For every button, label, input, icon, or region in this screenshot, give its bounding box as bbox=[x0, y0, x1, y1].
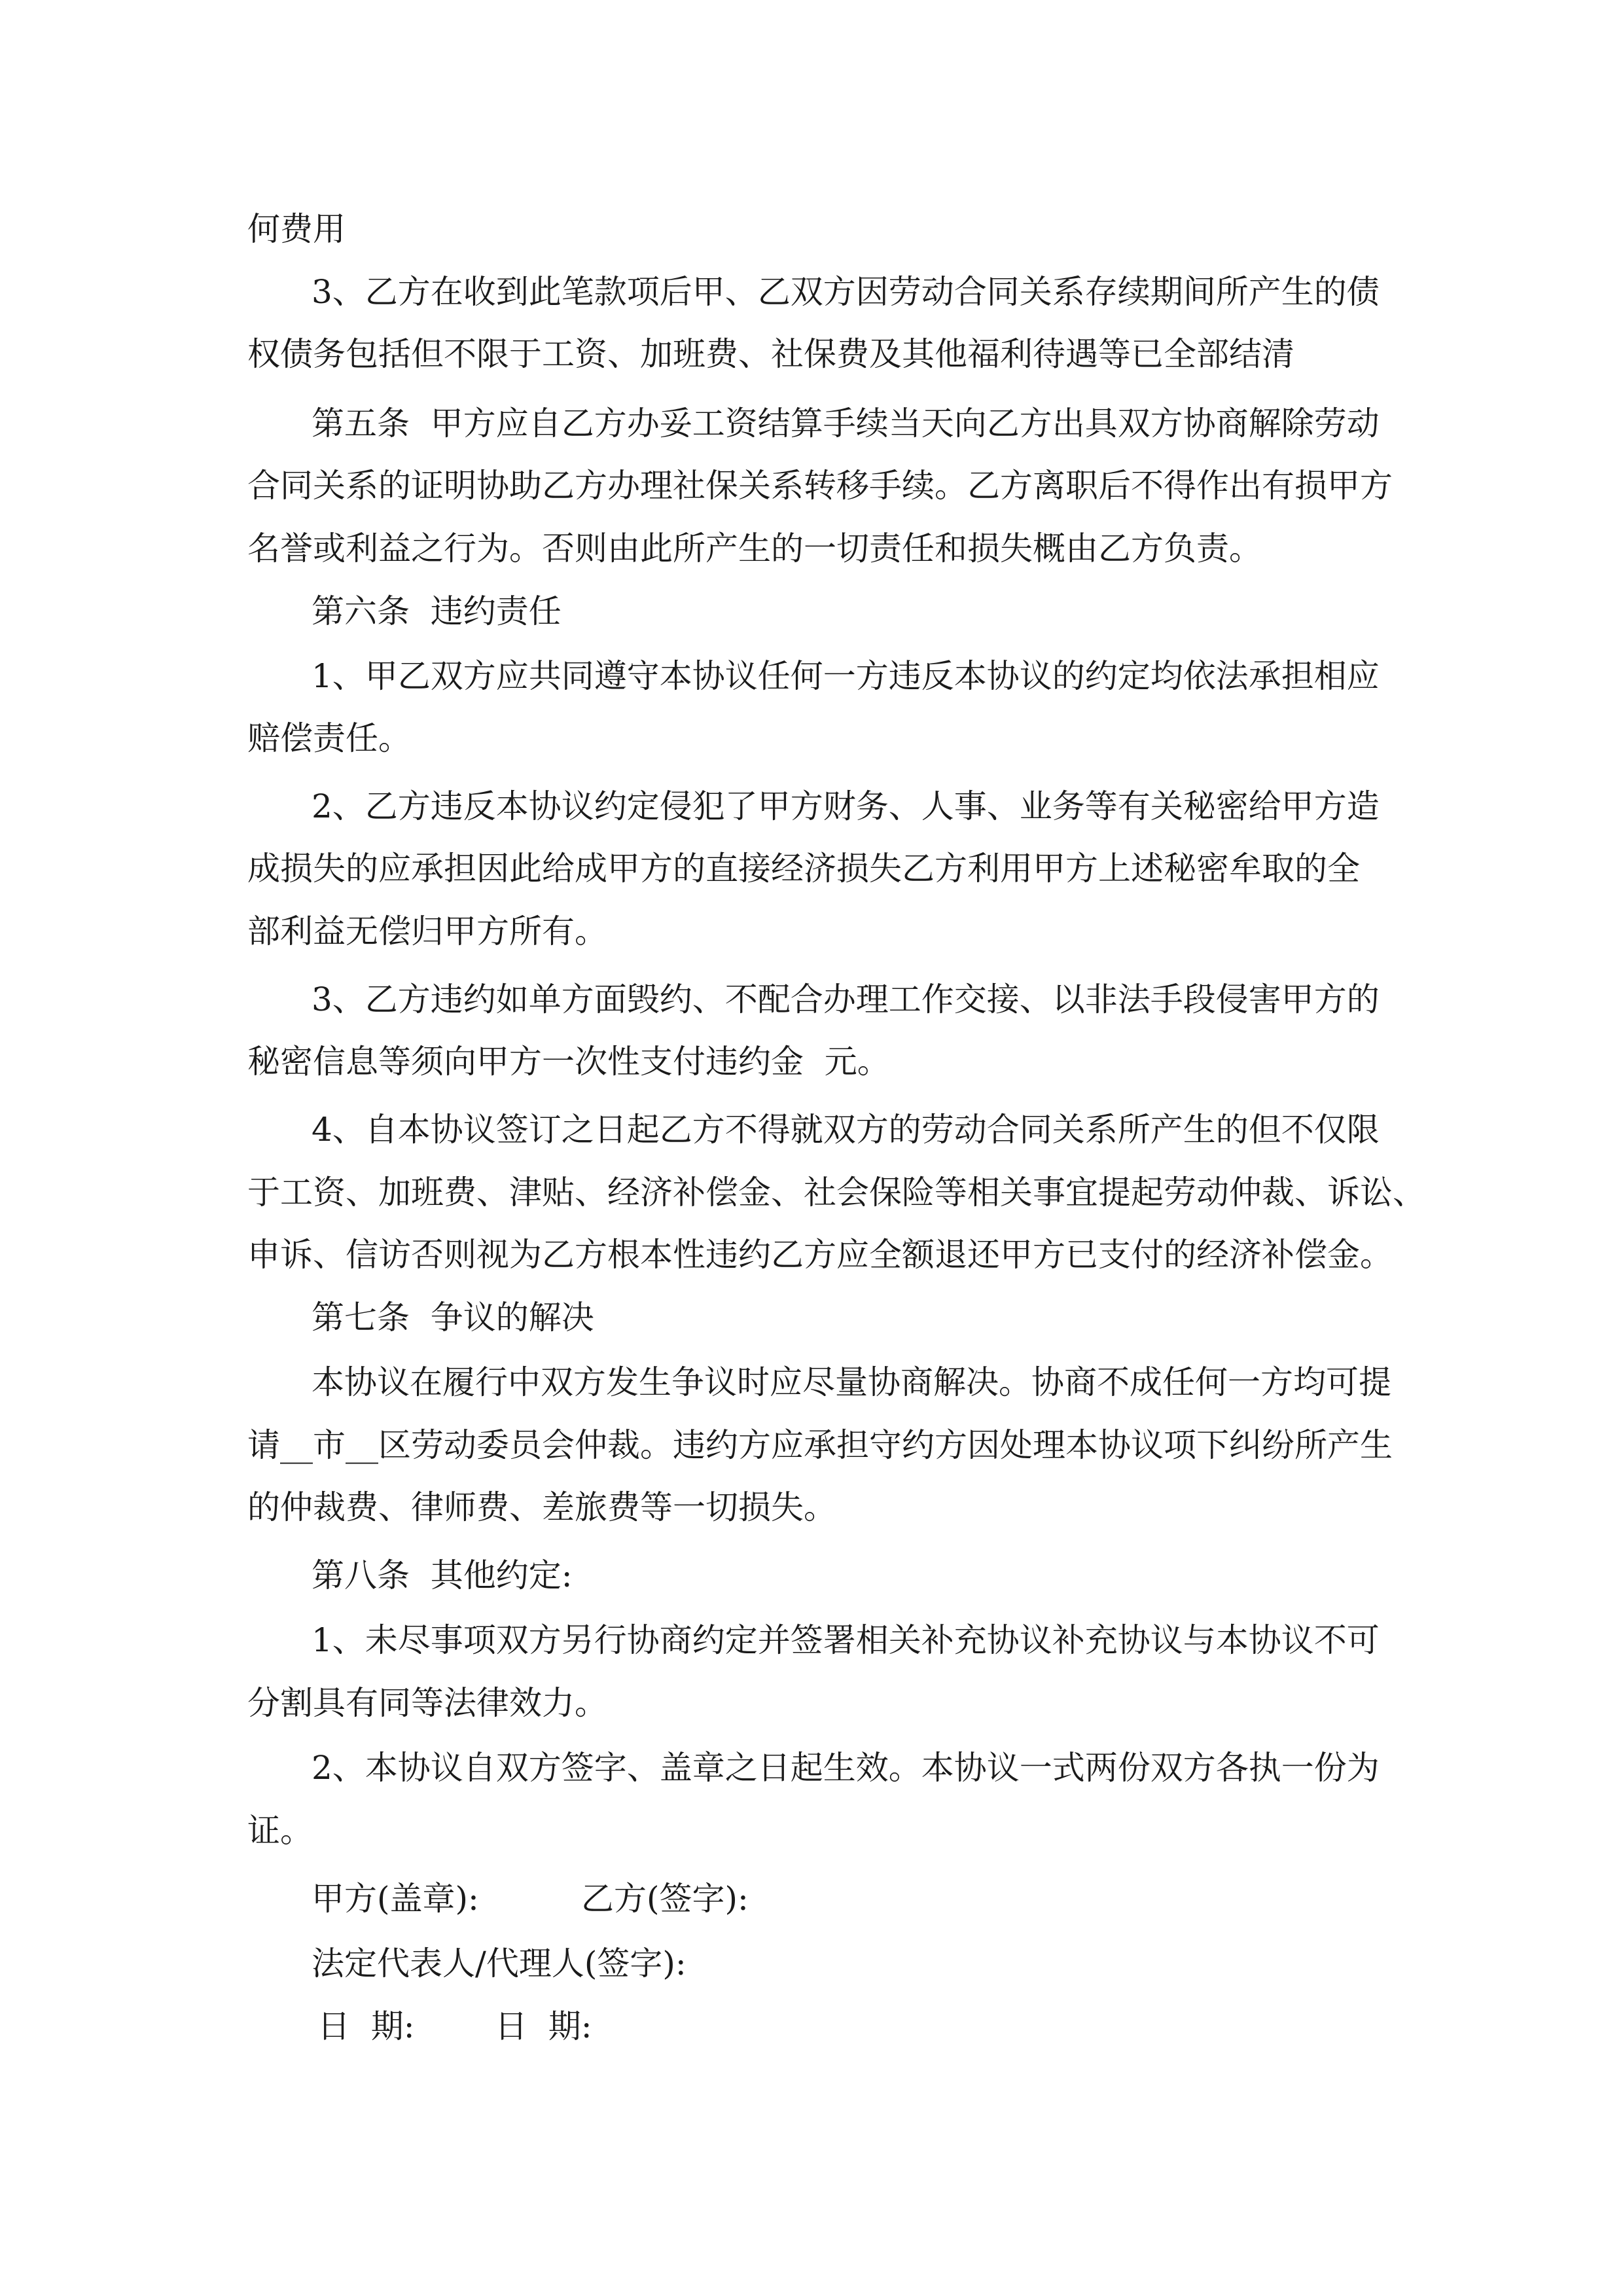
paragraph-line: 成损失的应承担因此给成甲方的直接经济损失乙方利用甲方上述秘密牟取的全 bbox=[247, 850, 1360, 888]
paragraph-line: 分割具有同等法律效力。 bbox=[247, 1684, 607, 1722]
paragraph-line: 的仲裁费、律师费、差旅费等一切损失。 bbox=[247, 1488, 836, 1526]
paragraph-line: 合同关系的证明协助乙方办理社保关系转移手续。乙方离职后不得作出有损甲方 bbox=[247, 467, 1393, 505]
paragraph-line: 3、乙方违约如单方面毁约、不配合办理工作交接、以非法手段侵害甲方的 bbox=[312, 980, 1380, 1018]
paragraph-line: 何费用 bbox=[247, 210, 346, 248]
paragraph-line: 4、自本协议签订之日起乙方不得就双方的劳动合同关系所产生的但不仅限 bbox=[312, 1111, 1380, 1149]
paragraph-line: 本协议在履行中双方发生争议时应尽量协商解决。协商不成任何一方均可提 bbox=[312, 1363, 1391, 1401]
paragraph-line: 申诉、信访否则视为乙方根本性违约乙方应全额退还甲方已支付的经济补偿金。 bbox=[247, 1236, 1393, 1274]
article-8-heading: 第八条 其他约定: bbox=[312, 1556, 573, 1594]
paragraph-line: 名誉或利益之行为。否则由此所产生的一切责任和损失概由乙方负责。 bbox=[247, 529, 1262, 567]
article-5-line: 第五条 甲方应自乙方办妥工资结算手续当天向乙方出具双方协商解除劳动 bbox=[312, 404, 1380, 442]
party-a-seal-label: 甲方(盖章): bbox=[312, 1880, 479, 1918]
paragraph-line: 赔偿责任。 bbox=[247, 719, 411, 757]
paragraph-line: 2、本协议自双方签字、盖章之日起生效。本协议一式两份双方各执一份为 bbox=[312, 1749, 1380, 1787]
paragraph-line: 证。 bbox=[247, 1812, 313, 1850]
paragraph-line: 3、乙方在收到此笔款项后甲、乙双方因劳动合同关系存续期间所产生的债 bbox=[312, 273, 1380, 311]
article-6-heading: 第六条 违约责任 bbox=[312, 592, 562, 630]
paragraph-line: 2、乙方违反本协议约定侵犯了甲方财务、人事、业务等有关秘密给甲方造 bbox=[312, 787, 1380, 825]
party-b-date-label: 日 期: bbox=[495, 2007, 592, 2045]
paragraph-line: 权债务包括但不限于工资、加班费、社保费及其他福利待遇等已全部结清 bbox=[247, 335, 1294, 373]
paragraph-line: 秘密信息等须向甲方一次性支付违约金 元。 bbox=[247, 1043, 890, 1081]
article-7-heading: 第七条 争议的解决 bbox=[312, 1299, 594, 1336]
paragraph-line: 请__市__区劳动委员会仲裁。违约方应承担守约方因处理本协议项下纠纷所产生 bbox=[247, 1426, 1393, 1464]
representative-signature-label: 法定代表人/代理人(签字): bbox=[312, 1945, 687, 1982]
party-b-signature-label: 乙方(签字): bbox=[581, 1880, 749, 1918]
paragraph-line: 部利益无偿归甲方所有。 bbox=[247, 912, 607, 950]
paragraph-line: 1、未尽事项双方另行协商约定并签署相关补充协议补充协议与本协议不可 bbox=[312, 1621, 1380, 1659]
party-a-date-label: 日 期: bbox=[317, 2007, 415, 2045]
paragraph-line: 于工资、加班费、津贴、经济补偿金、社会保险等相关事宜提起劳动仲裁、诉讼、 bbox=[247, 1174, 1425, 1211]
paragraph-line: 1、甲乙双方应共同遵守本协议任何一方违反本协议的约定均依法承担相应 bbox=[312, 657, 1380, 695]
